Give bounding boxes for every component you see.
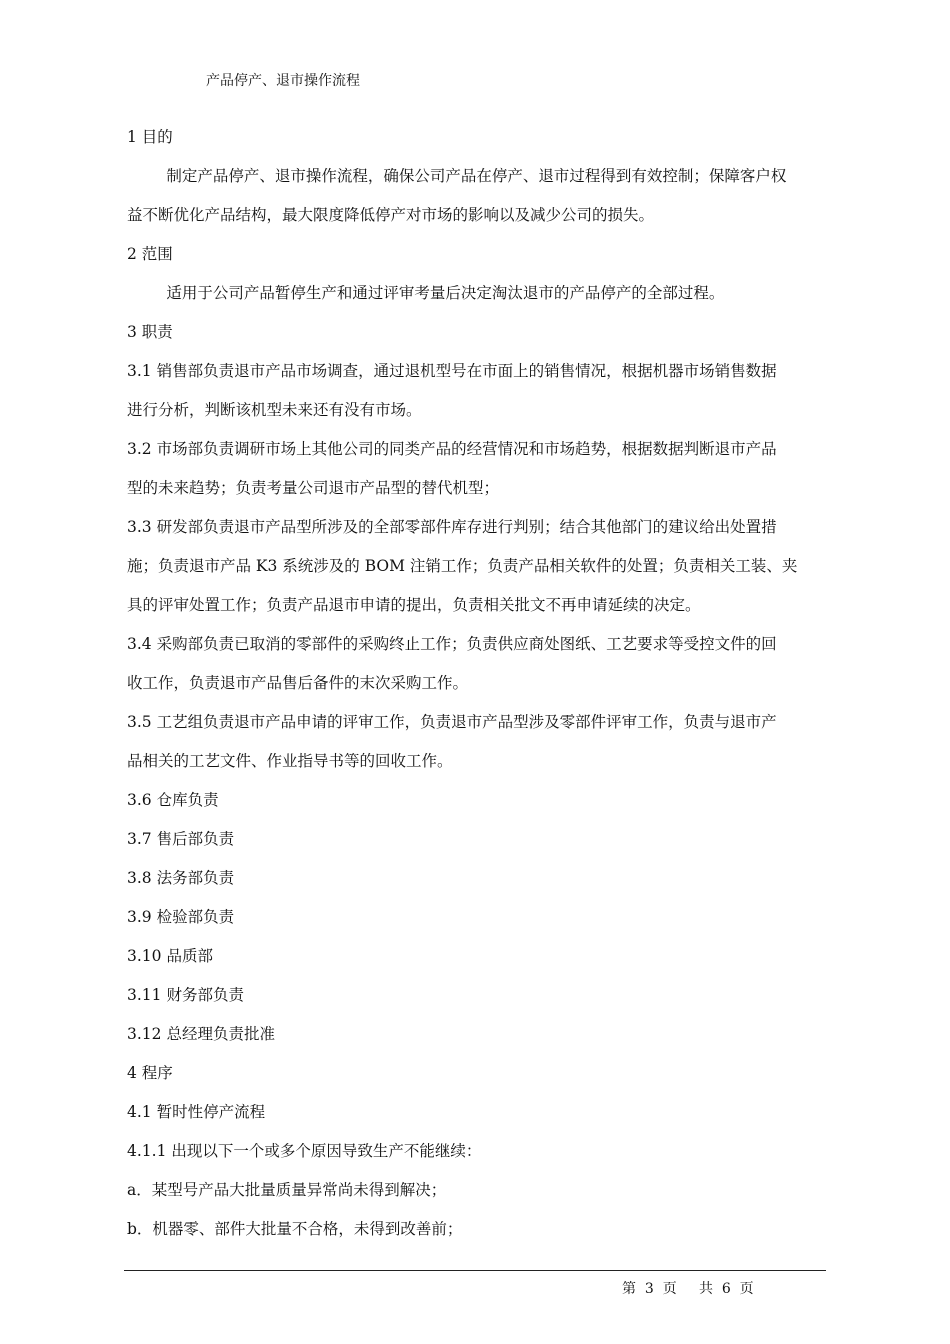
resp-3-1-line-1: 3.1 销售部负责退市产品市场调查，通过退机型号在市面上的销售情况，根据机器市场销售数据 [127,362,777,380]
page-number: 第 3 页 共 6 页 [622,1281,754,1297]
purpose-text-line-2: 益不断优化产品结构，最大限度降低停产对市场的影响以及减少公司的损失。 [127,206,655,224]
footer-divider [124,1270,826,1271]
resp-3-10: 3.10 品质部 [127,947,213,965]
resp-3-9: 3.9 检验部负责 [127,908,235,926]
resp-3-4-line-2: 收工作，负责退市产品售后备件的末次采购工作。 [127,674,469,692]
procedure-item-b: b．机器零、部件大批量不合格，未得到改善前； [127,1220,463,1238]
resp-3-8: 3.8 法务部负责 [127,869,235,887]
scope-text: 适用于公司产品暂停生产和通过评审考量后决定淘汰退市的产品停产的全部过程。 [127,284,725,302]
resp-3-3-line-1: 3.3 研发部负责退市产品型所涉及的全部零部件库存进行判别；结合其他部门的建议给出处置措 [127,518,777,536]
procedure-4-1: 4.1 暂时性停产流程 [127,1103,266,1121]
heading-procedure: 4 程序 [127,1064,173,1082]
document-body [127,118,827,1249]
heading-scope: 2 范围 [127,245,173,263]
document-header-title: 产品停产、退市操作流程 [206,73,360,89]
resp-3-6: 3.6 仓库负责 [127,791,219,809]
resp-3-2-line-2: 型的未来趋势；负责考量公司退市产品型的替代机型； [127,479,500,497]
resp-3-4-line-1: 3.4 采购部负责已取消的零部件的采购终止工作；负责供应商处图纸、工艺要求等受控文件的回 [127,635,777,653]
procedure-item-a: a．某型号产品大批量质量异常尚未得到解决； [127,1181,447,1199]
resp-3-5-line-2: 品相关的工艺文件、作业指导书等的回收工作。 [127,752,453,770]
resp-3-1-line-2: 进行分析，判断该机型未来还有没有市场。 [127,401,422,419]
resp-3-3-line-3: 具的评审处置工作；负责产品退市申请的提出，负责相关批文不再申请延续的决定。 [127,596,701,614]
heading-purpose: 1 目的 [127,128,173,146]
resp-3-2-line-1: 3.2 市场部负责调研市场上其他公司的同类产品的经营情况和市场趋势，根据数据判断退市产品 [127,440,777,458]
purpose-text-line-1: 制定产品停产、退市操作流程，确保公司产品在停产、退市过程得到有效控制；保障客户权 [127,167,787,185]
resp-3-12: 3.12 总经理负责批准 [127,1025,275,1043]
procedure-4-1-1: 4.1.1 出现以下一个或多个原因导致生产不能继续： [127,1142,482,1160]
resp-3-7: 3.7 售后部负责 [127,830,235,848]
resp-3-5-line-1: 3.5 工艺组负责退市产品申请的评审工作，负责退市产品型涉及零部件评审工作，负责与退市产 [127,713,777,731]
resp-3-11: 3.11 财务部负责 [127,986,244,1004]
resp-3-3-line-2: 施；负责退市产品 K3 系统涉及的 BOM 注销工作；负责产品相关软件的处置；负责相关工装、夹 [127,557,798,575]
heading-responsibilities: 3 职责 [127,323,173,341]
